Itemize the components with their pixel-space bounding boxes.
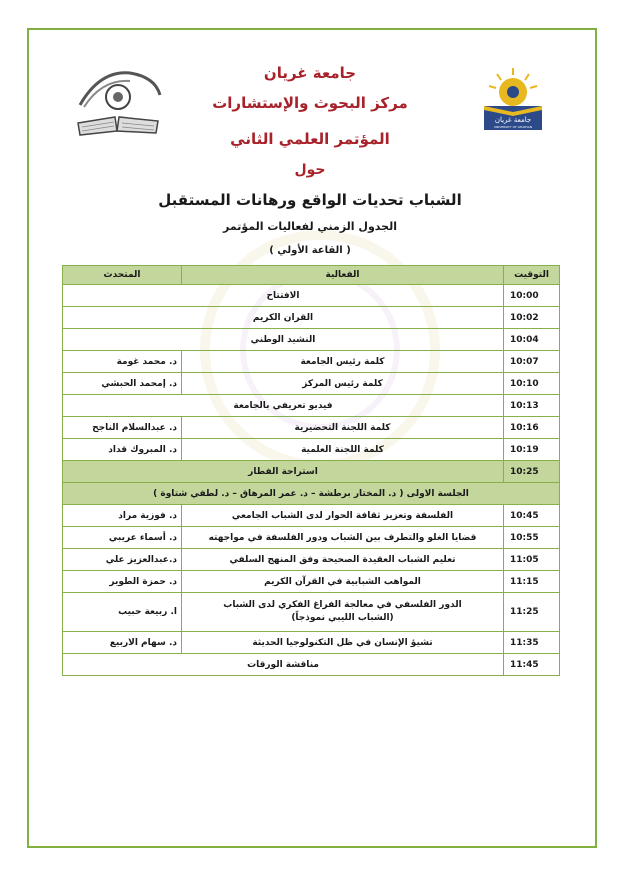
row-activity: كلمة رئيس الجامعة [182, 351, 504, 373]
table-row [63, 285, 560, 307]
row-activity: استراحة الفطار [63, 461, 504, 483]
row-speaker: د. إمحمد الحبشي [63, 373, 182, 395]
university-logo [478, 66, 548, 138]
about-label: حول [294, 162, 326, 178]
row-time: 10:02 [504, 307, 560, 329]
row-activity: الفلسفة وتعزيز ثقافة الحوار لدى الشباب الجامعي [182, 505, 504, 527]
row-time: 11:45 [504, 654, 560, 676]
row-time: 10:07 [504, 351, 560, 373]
row-activity-line1: الدور الفلسفي في معالجة الفراغ الفكري لدى الشباب [223, 600, 462, 610]
table-row [63, 373, 560, 395]
header-speaker: المتحدث [63, 266, 182, 285]
row-activity-multiline [182, 593, 504, 632]
row-activity: المواهب الشبابية في القرآن الكريم [182, 571, 504, 593]
hall-label: ( القاعة الأولي ) [269, 245, 351, 256]
row-activity: كلمة رئيس المركز [182, 373, 504, 395]
session-row [63, 483, 560, 505]
row-time: 10:10 [504, 373, 560, 395]
conference-theme: الشباب تحديات الواقع ورهانات المستقبل [158, 191, 462, 209]
session-title: الجلسة الاولى ( د. المختار برطشة – د. عمر المرهاق – د. لطفي شتاوة ) [63, 483, 560, 505]
row-activity: مناقشة الورقات [63, 654, 504, 676]
table-row [63, 632, 560, 654]
table-row [63, 527, 560, 549]
row-activity: تعليم الشباب العقيدة الصحيحة وفق المنهج السلفي [182, 549, 504, 571]
row-speaker: د. محمد غومة [63, 351, 182, 373]
table-row [63, 329, 560, 351]
row-speaker: د. المبروك قداد [63, 439, 182, 461]
university-logo-name: جامعة غريان [494, 116, 532, 124]
row-speaker: د. فوزية مراد [63, 505, 182, 527]
row-activity: النشيد الوطني [63, 329, 504, 351]
row-time: 11:15 [504, 571, 560, 593]
table-row [63, 307, 560, 329]
row-time: 10:55 [504, 527, 560, 549]
row-activity: فيديو تعريفي بالجامعة [63, 395, 504, 417]
table-row [63, 571, 560, 593]
table-row [63, 505, 560, 527]
row-activity-line2: (الشباب الليبي نموذجاً) [291, 613, 394, 623]
header-activity: الفعالية [182, 266, 504, 285]
row-time: 10:45 [504, 505, 560, 527]
row-time: 10:25 [504, 461, 560, 483]
table-row [63, 417, 560, 439]
table-row [63, 654, 560, 676]
conference-title: المؤتمر العلمي الثاني [230, 130, 390, 148]
row-speaker: د.عبدالعزيز علي [63, 549, 182, 571]
schedule-table [62, 265, 560, 676]
table-row [63, 351, 560, 373]
university-title: جامعة غريان [263, 64, 357, 82]
row-time: 11:05 [504, 549, 560, 571]
row-time: 10:04 [504, 329, 560, 351]
row-speaker: د. أسماء عريبي [63, 527, 182, 549]
table-row [63, 439, 560, 461]
row-activity: قضايا الغلو والتطرف بين الشباب ودور الفلسفة في مواجهته [182, 527, 504, 549]
row-activity: كلمة اللجنة التحضيرية [182, 417, 504, 439]
row-time: 10:00 [504, 285, 560, 307]
table-row [63, 593, 560, 632]
center-title: مركز البحوث والإستشارات [212, 94, 408, 112]
row-time: 10:19 [504, 439, 560, 461]
row-time: 10:16 [504, 417, 560, 439]
table-row [63, 395, 560, 417]
university-logo-subtitle: UNIVERSITY OF GHARYAN [493, 125, 533, 129]
table-row [63, 549, 560, 571]
row-time: 10:13 [504, 395, 560, 417]
header-time: التوقيت [504, 266, 560, 285]
row-speaker: ا. ربيعة حبيب [63, 593, 182, 632]
row-time: 11:35 [504, 632, 560, 654]
row-speaker: د. حمزة الطوير [63, 571, 182, 593]
row-speaker: د. سهام الاربيع [63, 632, 182, 654]
table-header-row [63, 266, 560, 285]
row-speaker: د. عبدالسلام الناجح [63, 417, 182, 439]
schedule-title: الجدول الزمني لفعاليات المؤتمر [223, 220, 397, 233]
break-row [63, 461, 560, 483]
row-activity: القران الكريم [63, 307, 504, 329]
row-activity: الافتتاح [63, 285, 504, 307]
row-activity: تشيؤ الإنسان في ظل التكنولوجيا الحديثة [182, 632, 504, 654]
row-activity: كلمة اللجنة العلمية [182, 439, 504, 461]
row-time: 11:25 [504, 593, 560, 632]
